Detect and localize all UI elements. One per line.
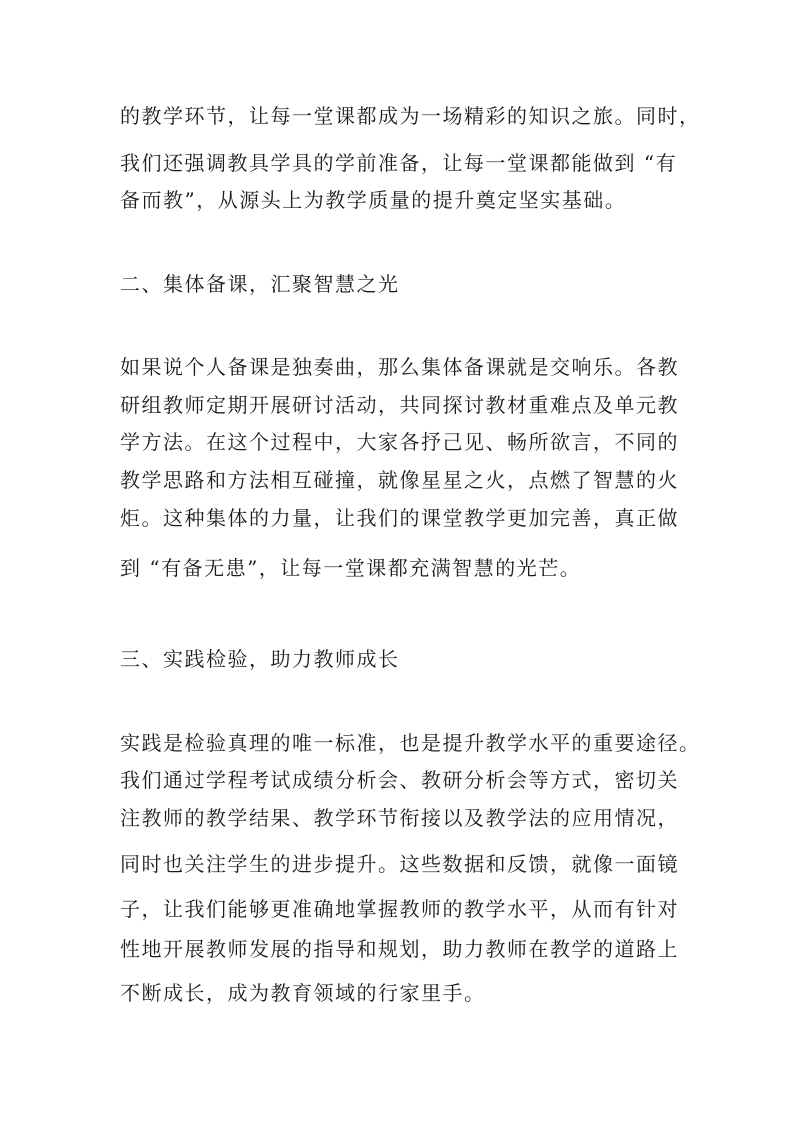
paragraph-3-line: 不断成长，成为教育领域的行家里手。 [120, 981, 486, 1005]
paragraph-1-line: 备而教”，从源头上为教学质量的提升奠定坚实基础。 [120, 188, 627, 212]
paragraph-2-line: 到 “有备无患”，让每一堂课都充满智慧的光芒。 [120, 556, 582, 580]
paragraph-2-line: 教学思路和方法相互碰撞，就像星星之火，点燃了智慧的火 [120, 468, 679, 492]
paragraph-3-line: 性地开展教师发展的指导和规划，助力教师在教学的道路上 [120, 937, 679, 961]
paragraph-3-line: 注教师的教学结果、教学环节衔接以及教学法的应用情况， [120, 806, 679, 830]
paragraph-3-line: 实践是检验真理的唯一标准，也是提升教学水平的重要途径。 [120, 731, 701, 755]
paragraph-2-line: 如果说个人备课是独奏曲，那么集体备课就是交响乐。各教 [120, 355, 679, 379]
paragraph-2-line: 炬。这种集体的力量，让我们的课堂教学更加完善，真正做 [120, 506, 679, 530]
section-heading-3: 三、实践检验，助力教师成长 [120, 647, 400, 671]
section-heading-2: 二、集体备课，汇聚智慧之光 [120, 272, 400, 296]
paragraph-2-line: 学方法。在这个过程中，大家各抒己见、畅所欲言，不同的 [120, 430, 679, 454]
paragraph-3-line: 我们通过学程考试成绩分析会、教研分析会等方式，密切关 [120, 768, 679, 792]
paragraph-2-line: 研组教师定期开展研讨活动，共同探讨教材重难点及单元教 [120, 393, 679, 417]
paragraph-1-line: 的教学环节，让每一堂课都成为一场精彩的知识之旅。同时， [120, 104, 701, 128]
paragraph-1-line: 我们还强调教具学具的学前准备，让每一堂课都能做到 “有 [120, 151, 678, 175]
paragraph-3-line: 子，让我们能够更准确地掌握教师的教学水平，从而有针对 [120, 897, 679, 921]
paragraph-3-line: 同时也关注学生的进步提升。这些数据和反馈，就像一面镜 [120, 852, 679, 876]
